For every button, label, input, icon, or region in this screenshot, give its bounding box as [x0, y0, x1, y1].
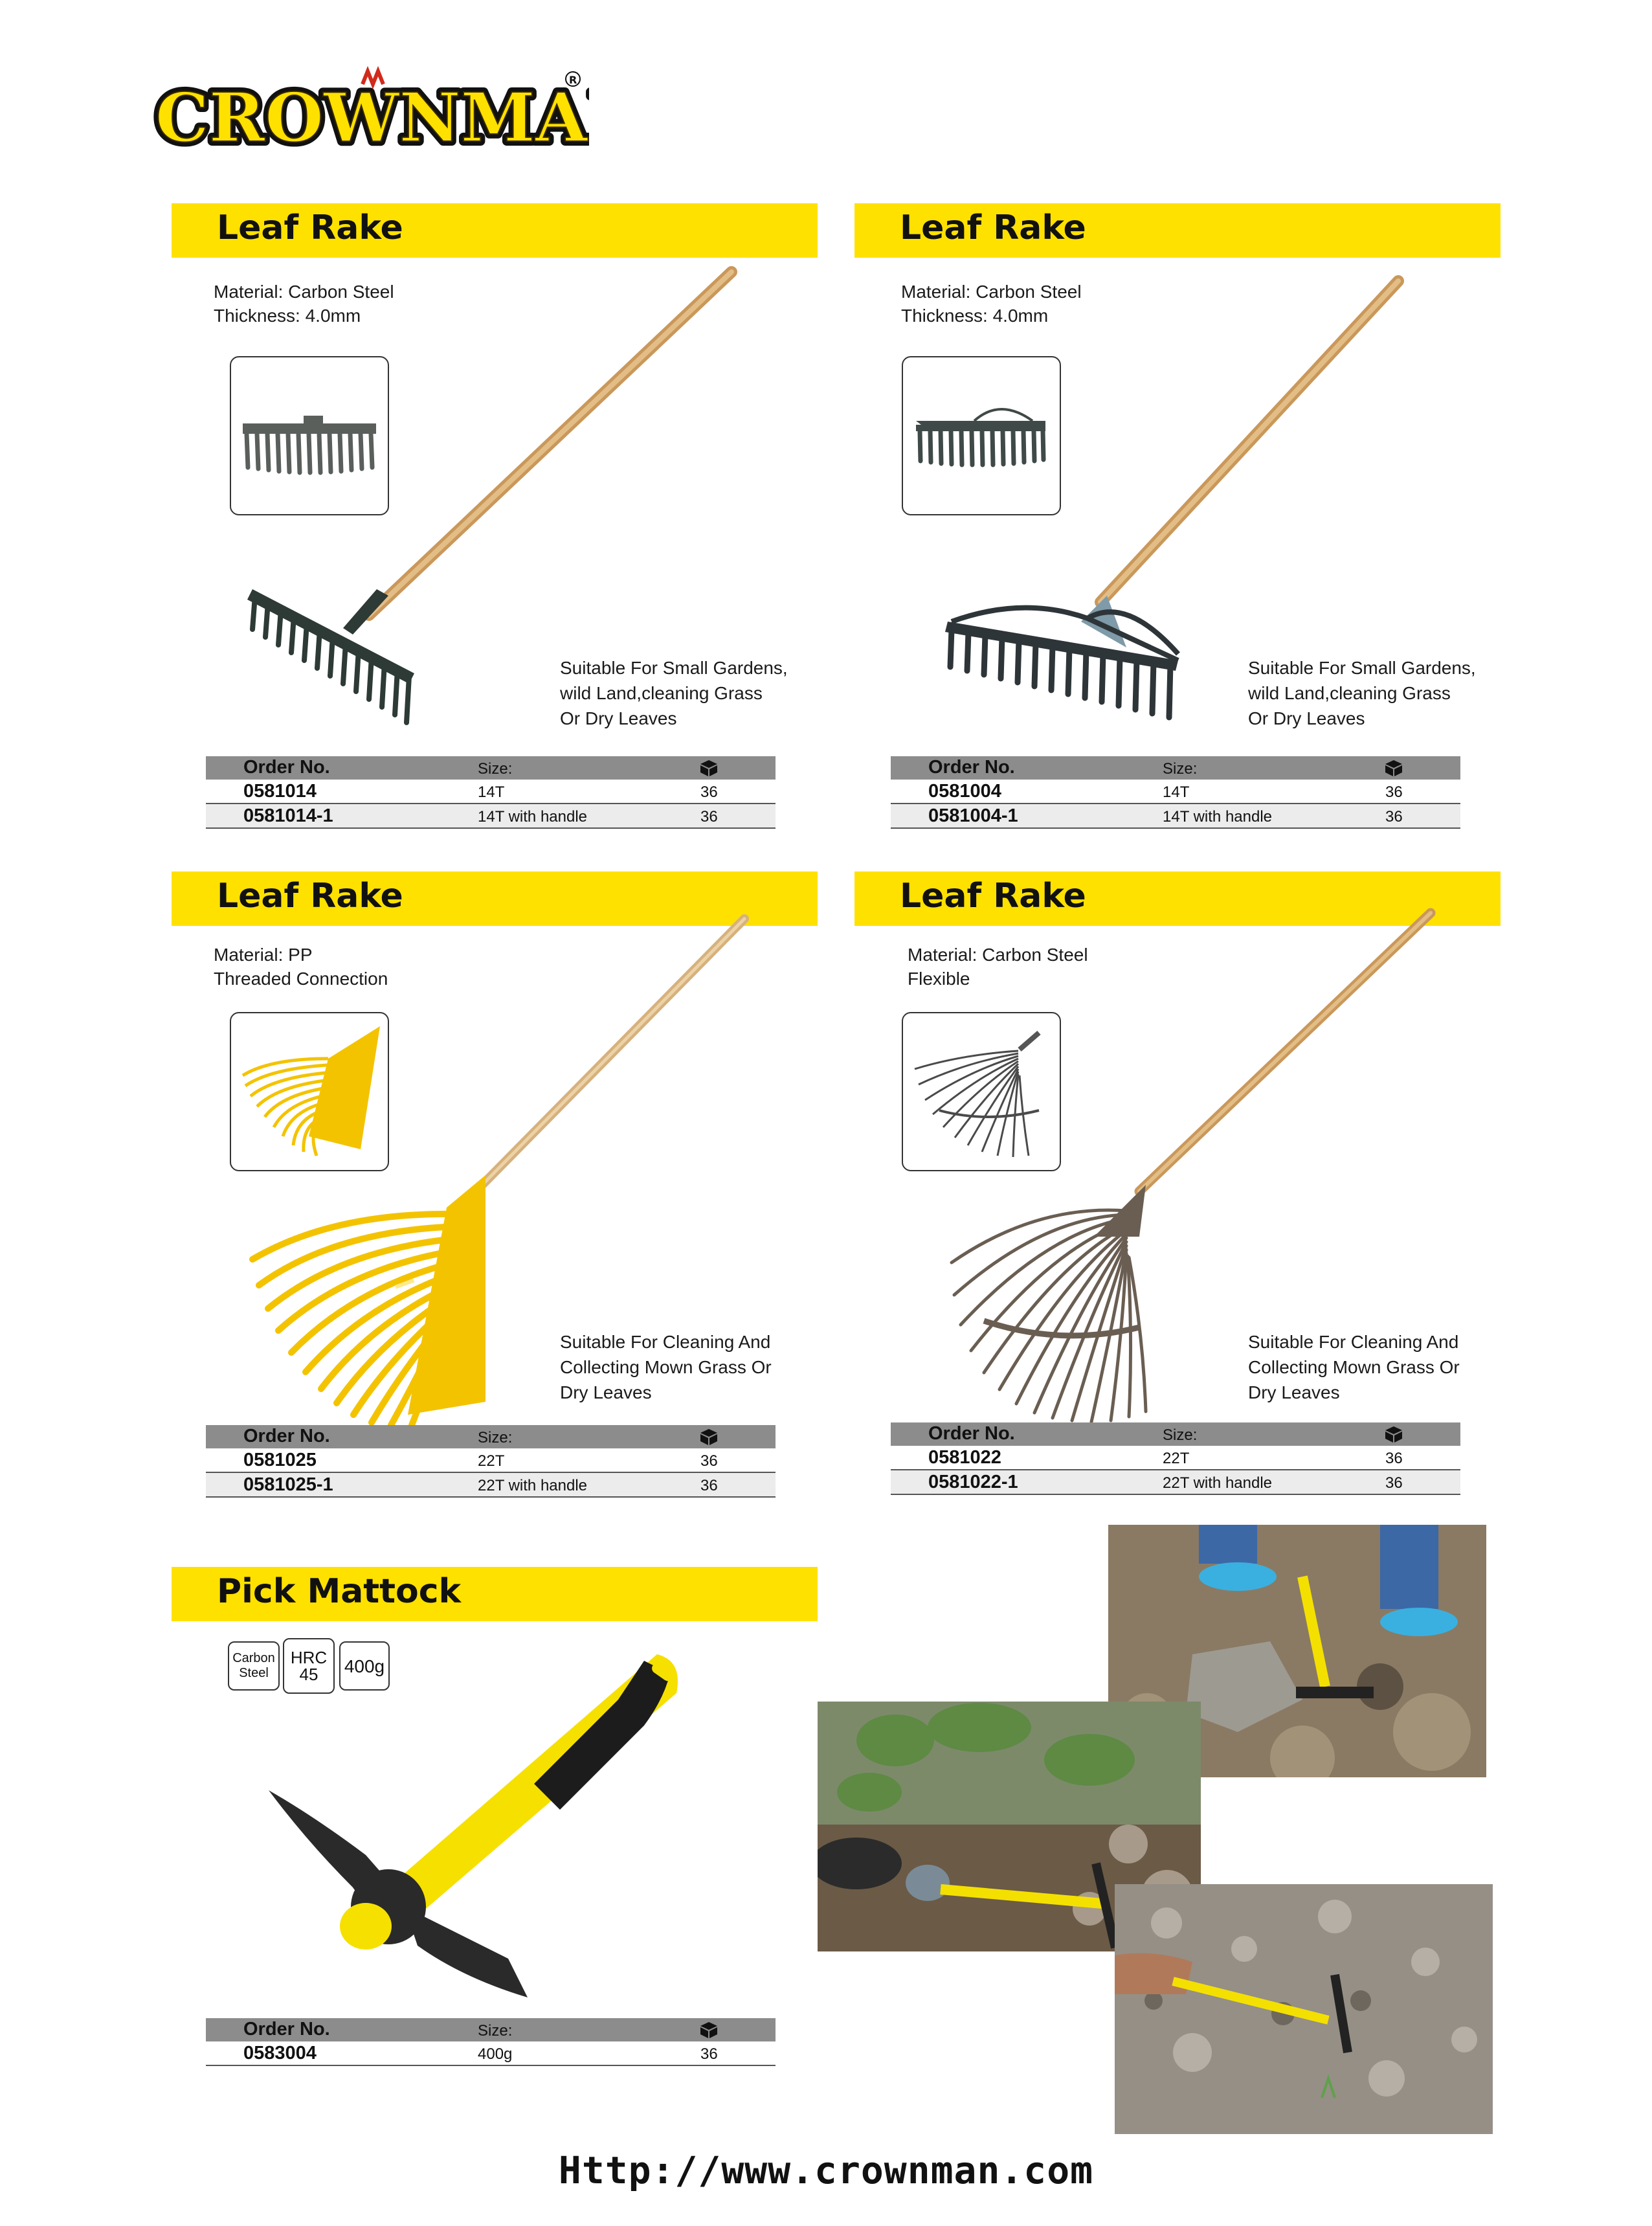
order-table: [206, 1425, 776, 1498]
order-number: 0581022-1: [928, 1472, 1018, 1492]
svg-text:R: R: [569, 74, 577, 86]
size-value: 22T with handle: [1163, 1474, 1273, 1492]
order-table-header: [891, 756, 1460, 780]
box-icon: [698, 1428, 720, 1449]
table-row: [206, 1473, 776, 1498]
product-spec: Material: PP Threaded Connection: [214, 945, 388, 989]
size-value: 14T with handle: [478, 808, 588, 826]
size-header: Size:: [1163, 1426, 1198, 1444]
box-icon: [698, 759, 720, 780]
box-icon: [1383, 759, 1405, 780]
order-number: 0581004-1: [928, 805, 1018, 826]
section-title: Leaf Rake: [217, 877, 403, 916]
size-value: 14T: [1163, 783, 1190, 801]
qty-value: 36: [700, 1477, 718, 1494]
material-badge: Carbon Steel: [228, 1641, 280, 1691]
product-spec: Material: Carbon Steel Thickness: 4.0mm: [214, 282, 394, 326]
size-value: 22T with handle: [478, 1477, 588, 1494]
order-table-header: [891, 1422, 1460, 1446]
product-description: Suitable For Small Gardens, wild Land,cleaning Grass Or Dry Leaves: [560, 658, 788, 728]
weight-badge: 400g: [339, 1641, 390, 1691]
order-table: [891, 756, 1460, 829]
qty-value: 36: [700, 783, 718, 801]
product-description: Suitable For Cleaning And Collecting Mown Grass Or Dry Leaves: [560, 1332, 772, 1402]
pick-mattock-product-image: [256, 1635, 722, 2023]
order-table-header: [206, 756, 776, 780]
table-row: [206, 1448, 776, 1473]
table-row: [891, 1470, 1460, 1495]
svg-text:CROWNMAN: CROWNMA: [155, 78, 588, 157]
size-header: Size:: [478, 1429, 513, 1446]
section-title: Pick Mattock: [217, 1572, 462, 1611]
order-no-header: Order No.: [243, 757, 330, 778]
order-no-header: Order No.: [243, 2019, 330, 2040]
section-title: Leaf Rake: [900, 208, 1086, 247]
box-icon: [1383, 1425, 1405, 1446]
qty-value: 36: [700, 808, 718, 826]
order-number: 0583004: [243, 2043, 317, 2063]
size-header: Size:: [1163, 760, 1198, 778]
order-table: [206, 2018, 776, 2066]
qty-value: 36: [700, 2045, 718, 2063]
order-number: 0581022: [928, 1447, 1001, 1468]
table-row: [891, 1446, 1460, 1470]
hardness-badge: HRC 45: [283, 1638, 335, 1694]
box-icon: [698, 2021, 720, 2042]
table-row: [206, 780, 776, 804]
order-table: [206, 756, 776, 829]
table-row: [206, 2041, 776, 2066]
size-value: 14T with handle: [1163, 808, 1273, 826]
order-number: 0581025-1: [243, 1474, 333, 1495]
website-url[interactable]: Http://www.crownman.com: [558, 2148, 1094, 2192]
order-no-header: Order No.: [243, 1426, 330, 1446]
order-number: 0581014: [243, 781, 317, 802]
section-title: Leaf Rake: [900, 877, 1086, 916]
section-title: Leaf Rake: [217, 208, 403, 247]
qty-value: 36: [1385, 1450, 1403, 1467]
order-no-header: Order No.: [928, 1423, 1015, 1444]
usage-photo-gravel: [1115, 1884, 1493, 2134]
qty-value: 36: [1385, 808, 1403, 826]
size-header: Size:: [478, 760, 513, 778]
crownman-logo: [149, 65, 589, 168]
section-title-bar: [172, 1567, 818, 1621]
size-value: 400g: [478, 2045, 513, 2063]
order-table: [891, 1422, 1460, 1495]
order-number: 0581025: [243, 1450, 317, 1470]
qty-value: 36: [1385, 1474, 1403, 1492]
table-row: [891, 780, 1460, 804]
table-row: [891, 804, 1460, 829]
product-description: Suitable For Cleaning And Collecting Mown Grass Or Dry Leaves: [1248, 1332, 1460, 1402]
order-table-header: [206, 2018, 776, 2041]
section-title-bar: [854, 203, 1501, 258]
product-spec: Material: Carbon Steel Flexible: [908, 945, 1088, 989]
svg-text:CROWNMAN: CROWNMA: [155, 78, 588, 157]
order-table-header: [206, 1425, 776, 1448]
size-value: 22T: [478, 1452, 505, 1470]
qty-value: 36: [1385, 783, 1403, 801]
table-row: [206, 804, 776, 829]
product-spec: Material: Carbon Steel Thickness: 4.0mm: [901, 282, 1082, 326]
size-header: Size:: [478, 2022, 513, 2040]
order-no-header: Order No.: [928, 757, 1015, 778]
qty-value: 36: [700, 1452, 718, 1470]
order-number: 0581014-1: [243, 805, 333, 826]
size-value: 14T: [478, 783, 505, 801]
section-title-bar: [172, 203, 818, 258]
product-description: Suitable For Small Gardens, wild Land,cleaning Grass Or Dry Leaves: [1248, 658, 1476, 728]
size-value: 22T: [1163, 1450, 1190, 1467]
logo-graphic: [149, 65, 589, 168]
order-number: 0581004: [928, 781, 1001, 802]
